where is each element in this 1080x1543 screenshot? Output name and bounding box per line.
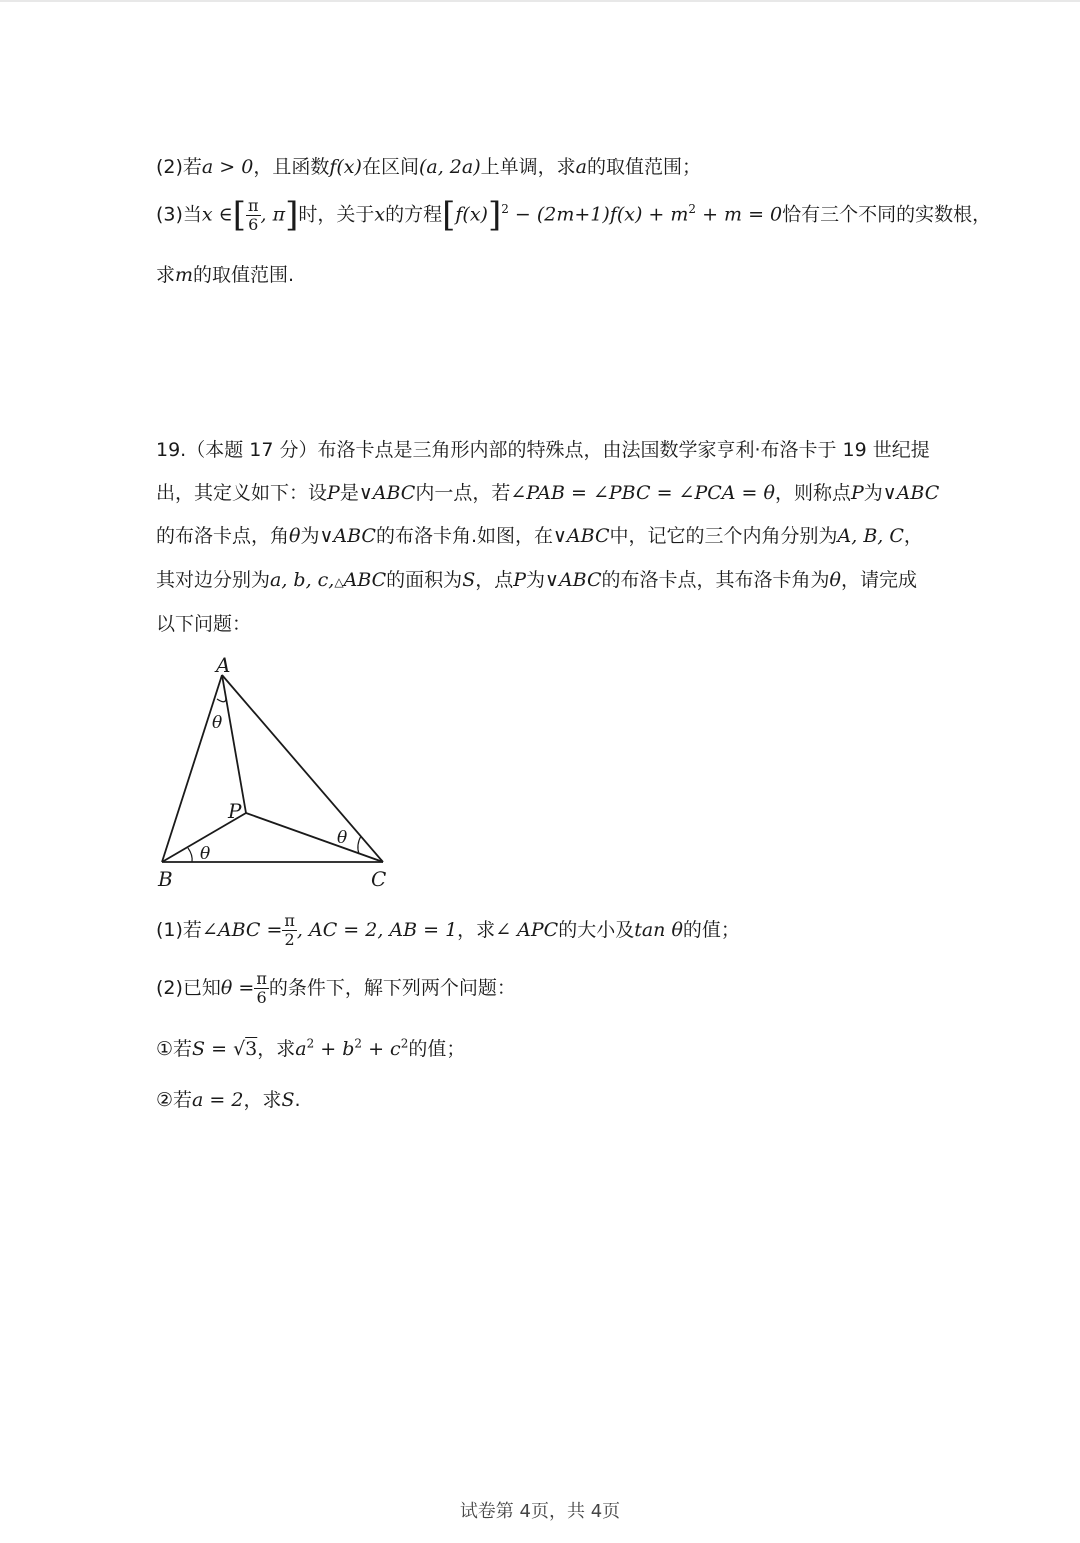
label-C: C <box>371 867 387 891</box>
q19-line5: 以下问题： <box>156 613 252 635</box>
theta-B: θ <box>200 844 211 864</box>
label-A: A <box>216 653 231 677</box>
brocard-triangle-figure <box>150 650 400 895</box>
q19-line2: 出，其定义如下：设P是∨ABC内一点，若∠PAB = ∠PBC = ∠PCA = θ，则称点P为∨ABC <box>156 482 940 504</box>
angle-arc-C <box>358 836 361 854</box>
theta-C: θ <box>337 828 348 848</box>
part18-q3: (3)当x ∈[ $\frac{\pi}{6}$ , π]时，关于x的方程$[f(x)]^2 - (2m+1)f(x) + m^2 + m = 0$恰有三个不同的实数根， <box>156 195 992 235</box>
top-border <box>0 0 1080 2</box>
part18-q3-line2: 求m的取值范围. <box>156 264 295 286</box>
fraction: $\frac{\pi}{6}$ <box>256 969 267 1007</box>
q19-line1: 19.（本题 17 分）布洛卡点是三角形内部的特殊点，由法国数学家亨利·布洛卡于 19 世纪提 <box>156 439 930 461</box>
angle-arc-B <box>188 848 192 862</box>
sub2: (2)已知θ = $\frac{\pi}{6}$ 的条件下，解下列两个问题： <box>156 969 516 1007</box>
side-AB <box>162 675 222 862</box>
segment-AP <box>222 675 246 813</box>
fraction: $\frac{\pi}{6}$ <box>248 195 259 234</box>
item1: ①若S = √3，求$a^2 + b^2 + c^2$的值； <box>156 1036 466 1060</box>
theta-A: θ <box>212 713 223 733</box>
label-B: B <box>158 867 173 891</box>
angle-arc-A <box>217 698 226 702</box>
q19-line3: 的布洛卡点，角θ为∨ABC的布洛卡角.如图，在∨ABC中，记它的三个内角分别为A, B, C， <box>156 525 923 547</box>
sub1: (1)若∠ABC = $\frac{\pi}{2}$ , AC = 2, AB = 1，求∠ APC的大小及tan θ的值； <box>156 911 740 949</box>
fraction: $\frac{\pi}{2}$ <box>284 911 295 949</box>
part18-q2: (2)若a > 0，且函数f(x)在区间(a, 2a)上单调，求a的取值范围； <box>156 156 701 178</box>
item2: ②若a = 2，求S. <box>156 1089 301 1111</box>
label-P: P <box>228 799 242 823</box>
q19-line4: 其对边分别为a, b, c,△ABC的面积为S，点P为∨ABC的布洛卡点，其布洛卡角为θ，请完成 <box>156 569 918 591</box>
page-footer: 试卷第 4页，共 4页 <box>459 1501 621 1522</box>
